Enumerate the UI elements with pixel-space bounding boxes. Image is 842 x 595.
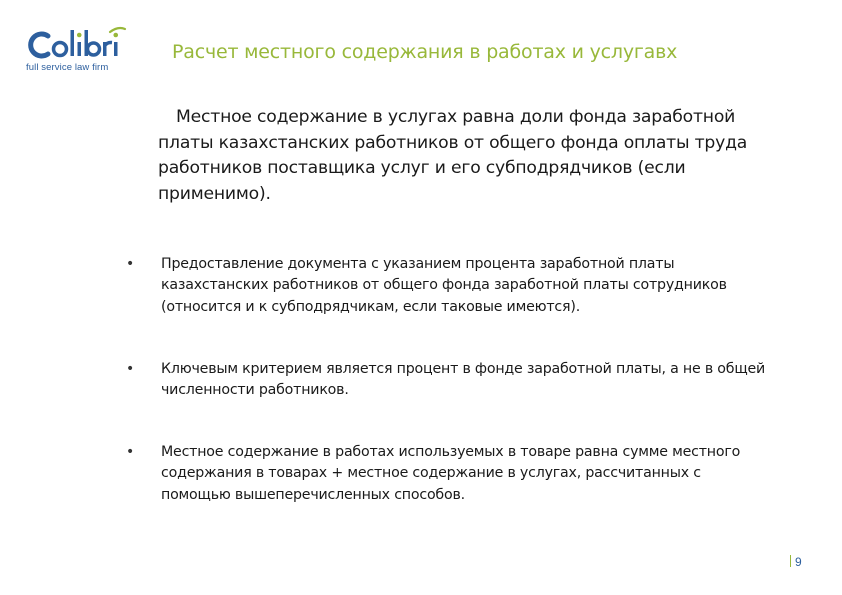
intro-paragraph: Местное содержание в услугах равна доли фонда заработной платы казахстанских работников от общего фонда оплаты труда работников поставщика услуг и его субподрядчиков (если применимо). bbox=[158, 107, 748, 204]
bullet-text: Предоставление документа с указанием процента заработной платы казахстанских работников от общего фонда заработной платы сотрудников (относится и к субподрядчикам, если таковые имеются). bbox=[161, 256, 727, 315]
bullet-text: Местное содержание в работах используемых в товаре равна сумме местного содержания в товарах + местное содержание в услугах, рассчитанных с помощью вышеперечисленных способов. bbox=[161, 444, 741, 503]
slide-title: Расчет местного содержания в работах и услугавх bbox=[172, 41, 678, 63]
bullet-marker: • bbox=[126, 444, 135, 460]
logo-tagline: full service law firm bbox=[26, 62, 109, 73]
bullet-marker: • bbox=[126, 256, 135, 272]
bullet-text: Ключевым критерием является процент в фонде заработной платы, а не в общей численности работников. bbox=[161, 361, 766, 399]
page-number-value: 9 bbox=[795, 555, 802, 569]
bullet-marker: • bbox=[126, 361, 135, 377]
colibri-logo-mark bbox=[26, 24, 130, 64]
page-number bbox=[790, 555, 802, 569]
page-number-separator bbox=[790, 555, 791, 567]
